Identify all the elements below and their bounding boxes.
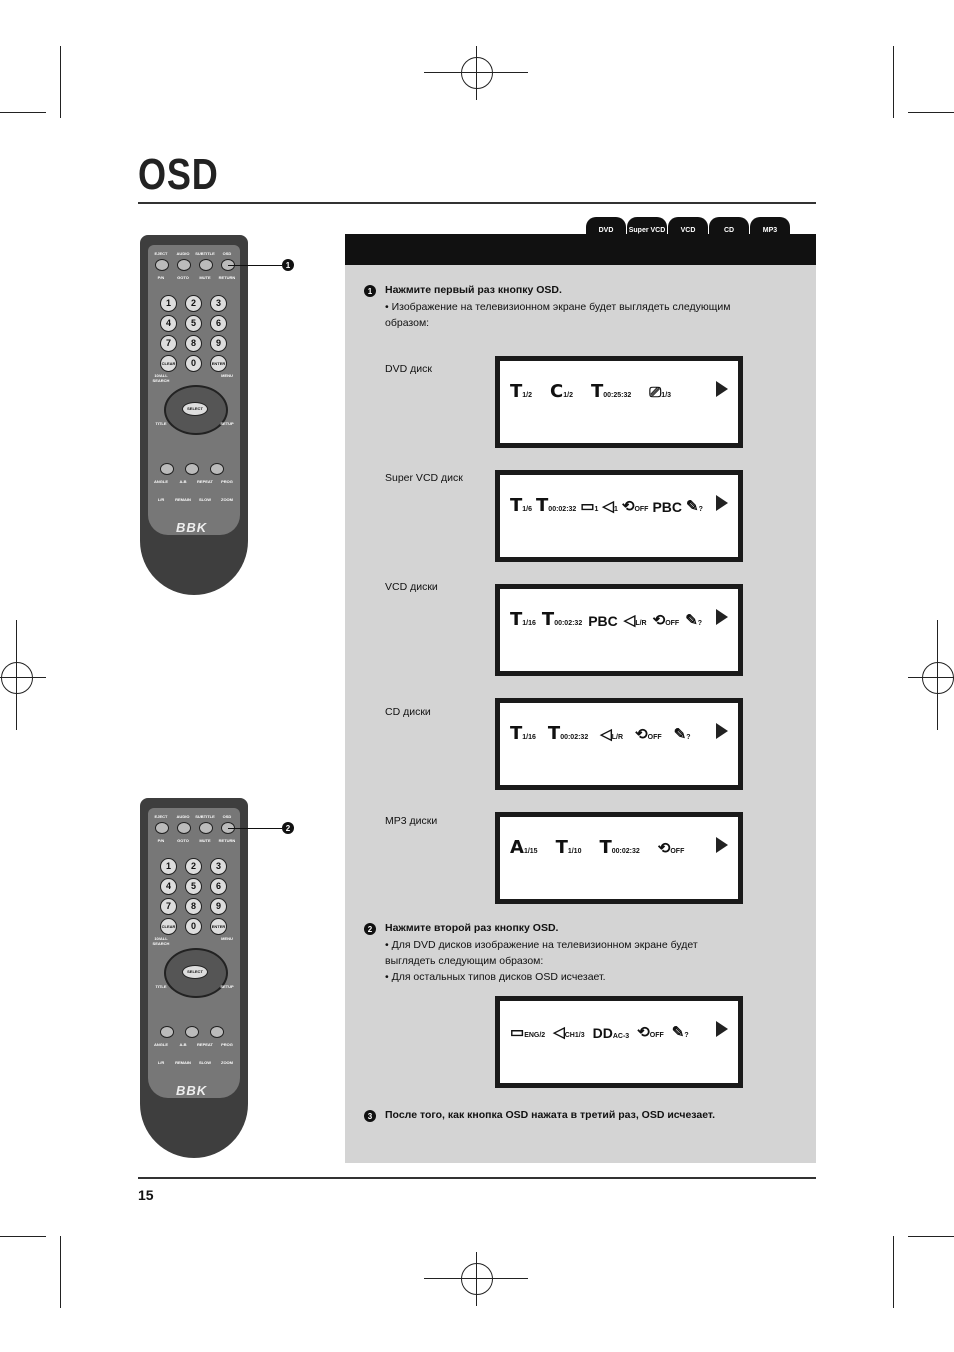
remote-label: RETURN xyxy=(218,275,236,280)
page-title: OSD xyxy=(138,150,219,199)
remote-label: AUDIO xyxy=(176,251,190,256)
subtitle-button[interactable] xyxy=(199,259,213,271)
dolby-icon: DDAC-3 xyxy=(592,1025,630,1041)
num-button[interactable]: 8 xyxy=(185,898,202,915)
footer-rule xyxy=(138,1177,816,1179)
pbc-label: PBC xyxy=(588,613,618,629)
play-icon xyxy=(716,723,728,739)
title-icon: T1/2 xyxy=(510,381,533,402)
audio-button[interactable] xyxy=(177,822,191,834)
crop-mark xyxy=(908,112,954,113)
num-button[interactable]: 4 xyxy=(160,878,177,895)
repeat-icon: ⟲OFF xyxy=(637,1024,664,1041)
remote-label: SUBTITLE xyxy=(195,251,215,256)
bookmark-icon: ✎? xyxy=(673,726,691,743)
repeat-icon: ⟲OFF xyxy=(635,726,662,743)
num-button[interactable]: 5 xyxy=(185,315,202,332)
registration-mark xyxy=(461,1263,493,1295)
play-icon xyxy=(716,609,728,625)
remote-label: P/N xyxy=(157,838,165,843)
crop-mark xyxy=(893,46,894,118)
remote-label: SETUP xyxy=(220,421,234,426)
pbc-label: PBC xyxy=(652,499,683,515)
remote-label: 10/ALL SEARCH xyxy=(152,373,170,383)
step2-text-line3: • Для остальных типов дисков OSD исчезает. xyxy=(385,971,606,983)
subtitle-icon: ▭ENG/2 xyxy=(510,1024,546,1041)
num-button[interactable]: 9 xyxy=(210,335,227,352)
bookmark-icon: ✎? xyxy=(671,1024,689,1041)
clear-button[interactable]: CLEAR xyxy=(160,918,177,935)
repeat-icon: ⟲OFF xyxy=(652,612,680,629)
callout-line xyxy=(228,828,282,829)
num-button[interactable]: 1 xyxy=(160,295,177,312)
subtitle-icon: ▭1 xyxy=(580,498,599,515)
title-icon: T1/16 xyxy=(510,723,536,744)
chapter-icon: C1/2 xyxy=(550,381,573,402)
disc-label-vcd: VCD диски xyxy=(385,581,438,593)
crop-mark xyxy=(893,1236,894,1308)
stop-button[interactable] xyxy=(160,1026,174,1038)
remote-label: MENU xyxy=(221,936,233,941)
remote-label: GOTO xyxy=(177,838,189,843)
registration-mark xyxy=(461,57,493,89)
play-icon xyxy=(716,1021,728,1037)
remote-label: EJECT xyxy=(154,814,168,819)
eject-button[interactable] xyxy=(155,822,169,834)
title-icon: T1/6 xyxy=(510,495,533,516)
disc-tab-cd: CD xyxy=(709,217,749,243)
num-button[interactable]: 7 xyxy=(160,898,177,915)
camera-angle-icon: ⎚1/3 xyxy=(649,384,672,401)
num-button[interactable]: 3 xyxy=(210,295,227,312)
remote-label: ZOOM xyxy=(221,497,233,502)
pause-button[interactable] xyxy=(210,463,224,475)
header-bar xyxy=(345,234,816,265)
num-button[interactable]: 3 xyxy=(210,858,227,875)
pause-button[interactable] xyxy=(210,1026,224,1038)
select-button[interactable]: SELECT xyxy=(182,402,208,416)
num-button[interactable]: 7 xyxy=(160,335,177,352)
disc-label-dvd: DVD диск xyxy=(385,363,432,375)
disc-label-cd: CD диски xyxy=(385,706,431,718)
num-button[interactable]: 5 xyxy=(185,878,202,895)
num-button[interactable]: 4 xyxy=(160,315,177,332)
remote-control-2 xyxy=(140,798,248,1158)
disc-tab-vcd: VCD xyxy=(668,217,708,243)
brand-logo: BBK xyxy=(176,1083,208,1098)
num-button[interactable]: 2 xyxy=(185,295,202,312)
remote-label: REMAIN xyxy=(175,1060,191,1065)
remote-label: REPEAT xyxy=(197,1042,213,1047)
remote-label: EJECT xyxy=(154,251,168,256)
remote-label: OSD xyxy=(222,814,232,819)
play-button[interactable] xyxy=(185,463,199,475)
remote-label: OSD xyxy=(222,251,232,256)
remote-label: A-B xyxy=(179,479,187,484)
remote-label: P/N xyxy=(157,275,165,280)
callout-number: 2 xyxy=(282,822,294,834)
title-rule xyxy=(138,202,816,204)
album-icon: A1/15 xyxy=(510,837,538,858)
brand-logo: BBK xyxy=(176,520,208,535)
remote-label: TITLE xyxy=(155,421,167,426)
crop-mark xyxy=(908,1236,954,1237)
num-button[interactable]: 9 xyxy=(210,898,227,915)
remote-label: L/R xyxy=(157,1060,165,1065)
step2-text-line1: • Для DVD дисков изображение на телевизионном экране будет xyxy=(385,939,698,951)
num-button[interactable]: 0 xyxy=(185,918,202,935)
registration-mark xyxy=(922,662,954,694)
remote-label: PROG xyxy=(221,1042,233,1047)
enter-button[interactable]: ENTER xyxy=(210,918,227,935)
step2-heading: Нажмите второй раз кнопку OSD. xyxy=(385,922,559,934)
audio-icon: ◁CH1/3 xyxy=(553,1024,585,1041)
page-number: 15 xyxy=(138,1187,154,1203)
step-number: 3 xyxy=(364,1110,376,1122)
remote-label: AUDIO xyxy=(176,814,190,819)
registration-mark xyxy=(1,662,33,694)
num-button[interactable]: 0 xyxy=(185,355,202,372)
remote-label: ZOOM xyxy=(221,1060,233,1065)
disc-tab-dvd: DVD xyxy=(586,217,626,243)
repeat-icon: ⟲OFF xyxy=(657,840,685,857)
remote-label: RETURN xyxy=(218,838,236,843)
disc-label-svcd: Super VCD диск xyxy=(385,472,463,484)
title-icon: T1/16 xyxy=(510,609,536,630)
osd-screen-cd xyxy=(495,698,743,790)
callout-line xyxy=(228,265,282,266)
disc-tab-svcd: Super VCD xyxy=(627,217,667,243)
remote-label: SUBTITLE xyxy=(195,814,215,819)
remote-label: MUTE xyxy=(199,838,211,843)
eject-button[interactable] xyxy=(155,259,169,271)
subtitle-button[interactable] xyxy=(199,822,213,834)
remote-label: MENU xyxy=(221,373,233,378)
step3-heading: После того, как кнопка OSD нажата в третий раз, OSD исчезает. xyxy=(385,1109,716,1121)
osd-screen-mp3 xyxy=(495,812,743,904)
remote-control-1 xyxy=(140,235,248,595)
time-icon: T00:02:32 xyxy=(547,723,589,744)
audio-icon: ◁1 xyxy=(602,498,618,515)
num-button[interactable]: 8 xyxy=(185,335,202,352)
remote-label: L/R xyxy=(157,497,165,502)
select-button[interactable]: SELECT xyxy=(182,965,208,979)
step1-text-line2: образом: xyxy=(385,317,430,329)
disc-label-mp3: MP3 диски xyxy=(385,815,438,827)
num-button[interactable]: 6 xyxy=(210,878,227,895)
bookmark-icon: ✎? xyxy=(685,612,703,629)
remote-label: ANGLE xyxy=(154,1042,168,1047)
remote-label: MUTE xyxy=(199,275,211,280)
remote-label: ANGLE xyxy=(154,479,168,484)
crop-mark xyxy=(0,1236,46,1237)
step2-text-line2: выглядеть следующим образом: xyxy=(385,955,544,967)
time-icon: T00:02:32 xyxy=(599,837,640,858)
osd-screen-svcd xyxy=(495,470,743,562)
remote-label: SLOW xyxy=(199,1060,211,1065)
clear-button[interactable]: CLEAR xyxy=(160,355,177,372)
title-icon: T1/10 xyxy=(555,837,582,858)
audio-icon: ◁L/R xyxy=(600,726,624,743)
play-icon xyxy=(716,837,728,853)
step-number: 2 xyxy=(364,923,376,935)
osd-screen-second xyxy=(495,996,743,1088)
bookmark-icon: ✎? xyxy=(686,498,703,515)
play-button[interactable] xyxy=(185,1026,199,1038)
stop-button[interactable] xyxy=(160,463,174,475)
crop-mark xyxy=(60,1236,61,1308)
step1-text-line1: • Изображение на телевизионном экране будет выглядеть следующим xyxy=(385,301,731,313)
audio-button[interactable] xyxy=(177,259,191,271)
crop-mark xyxy=(0,112,46,113)
remote-label: REPEAT xyxy=(197,479,213,484)
num-button[interactable]: 2 xyxy=(185,858,202,875)
callout-number: 1 xyxy=(282,259,294,271)
remote-label: SLOW xyxy=(199,497,211,502)
enter-button[interactable]: ENTER xyxy=(210,355,227,372)
disc-tab-mp3: MP3 xyxy=(750,217,790,243)
remote-label: TITLE xyxy=(155,984,167,989)
remote-label: A-B xyxy=(179,1042,187,1047)
remote-label: 10/ALL SEARCH xyxy=(152,936,170,946)
time-icon: T00:25:32 xyxy=(590,381,632,402)
audio-icon: ◁L/R xyxy=(623,612,647,629)
num-button[interactable]: 6 xyxy=(210,315,227,332)
num-button[interactable]: 1 xyxy=(160,858,177,875)
time-icon: T00:02:32 xyxy=(536,495,577,516)
remote-label: PROG xyxy=(221,479,233,484)
play-icon xyxy=(716,381,728,397)
repeat-icon: ⟲OFF xyxy=(621,498,649,515)
step1-heading: Нажмите первый раз кнопку OSD. xyxy=(385,284,562,296)
remote-label: SETUP xyxy=(220,984,234,989)
time-icon: T00:02:32 xyxy=(541,609,583,630)
osd-screen-vcd xyxy=(495,584,743,676)
remote-label: REMAIN xyxy=(175,497,191,502)
play-icon xyxy=(716,495,728,511)
remote-label: GOTO xyxy=(177,275,189,280)
crop-mark xyxy=(60,46,61,118)
osd-screen-dvd xyxy=(495,356,743,448)
step-number: 1 xyxy=(364,285,376,297)
